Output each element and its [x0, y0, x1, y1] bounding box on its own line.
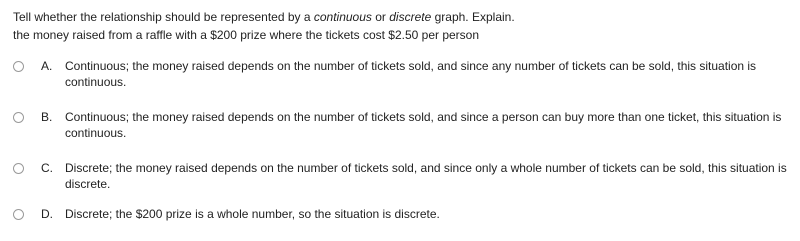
question-intro-text: Tell whether the relationship should be represented by a — [13, 10, 314, 24]
option-a-letter: A. — [41, 59, 53, 73]
question-line-1 — [13, 8, 515, 26]
radio-button-c[interactable] — [13, 163, 24, 174]
radio-button-a[interactable] — [13, 61, 24, 72]
question-prompt — [13, 8, 515, 44]
option-a-text: Continuous; the money raised depends on the number of tickets sold, and since any number of tickets can be sold, this situation is continuous. — [65, 59, 757, 89]
question-explain-text: graph. Explain. — [431, 10, 515, 24]
question-line-2: the money raised from a raffle with a $200 prize where the tickets cost $2.50 per person — [13, 28, 480, 42]
radio-button-b[interactable] — [13, 112, 24, 123]
option-c-text: Discrete; the money raised depends on the number of tickets sold, and since only a whole number of tickets can be sold, this situation is discrete. — [65, 161, 787, 191]
option-c-letter: C. — [41, 161, 53, 175]
term-continuous: continuous — [313, 10, 372, 24]
radio-button-d[interactable] — [13, 209, 24, 220]
option-d-text: Discrete; the $200 prize is a whole number, so the situation is discrete. — [65, 207, 440, 221]
option-b-text: Continuous; the money raised depends on the number of tickets sold, and since a person can buy more than one ticket, this situation is continuous. — [65, 110, 782, 140]
option-d-letter: D. — [41, 207, 53, 221]
term-discrete: discrete — [389, 10, 432, 24]
option-b-letter: B. — [41, 110, 53, 124]
question-or-text: or — [371, 10, 390, 24]
